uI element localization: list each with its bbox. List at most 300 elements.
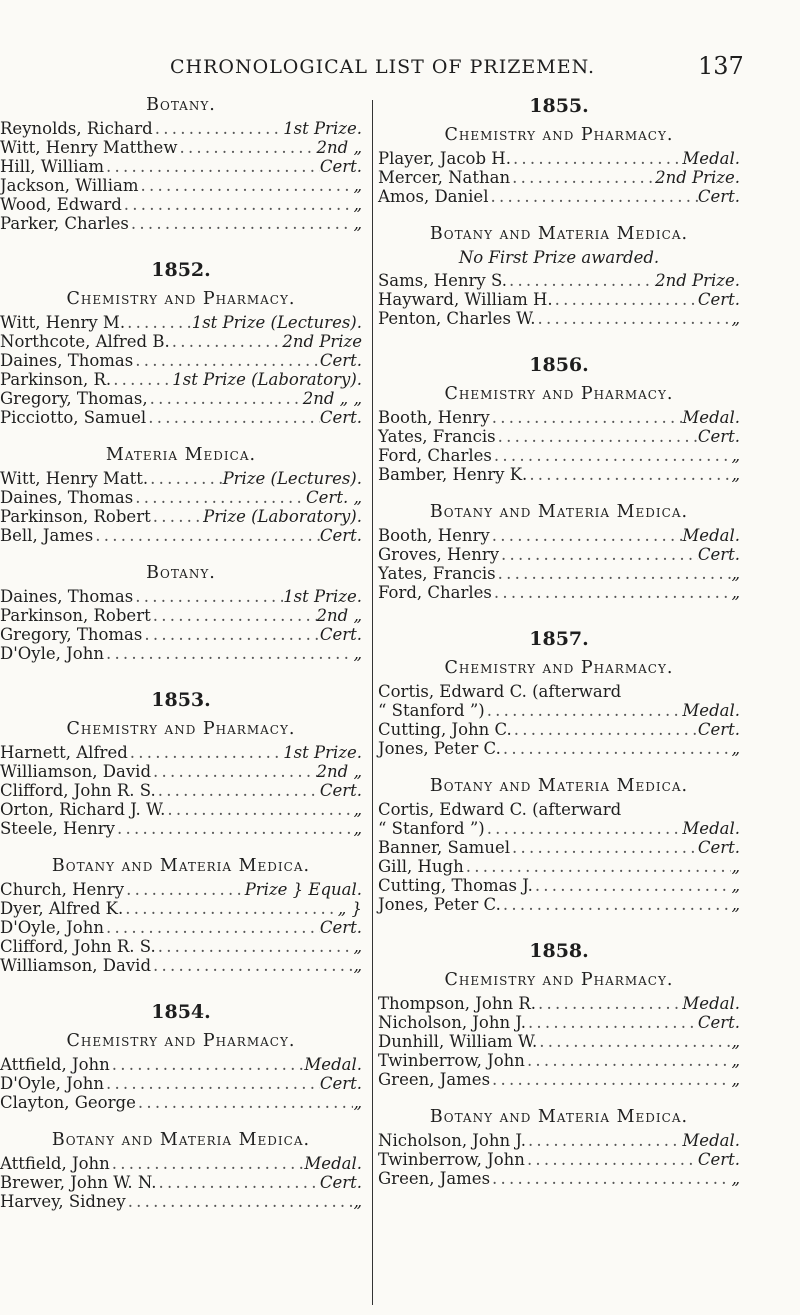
left-column bbox=[0, 95, 362, 1211]
entry-award: Cert. „ bbox=[306, 488, 362, 507]
entry-award: Medal. bbox=[682, 408, 740, 427]
entry-row bbox=[0, 195, 362, 214]
entry-award: 2nd „ bbox=[316, 606, 362, 625]
leader-dots bbox=[165, 800, 353, 819]
leader-dots bbox=[126, 1192, 354, 1211]
entry-list bbox=[378, 149, 740, 206]
entry-row bbox=[378, 465, 740, 484]
entry-award: „ bbox=[731, 564, 740, 583]
entry-name: Jackson, William bbox=[0, 176, 139, 195]
entry-name: Gregory, Thomas, bbox=[0, 389, 148, 408]
entry-award: Cert. bbox=[319, 1173, 362, 1192]
entry-name: Church, Henry bbox=[0, 880, 125, 899]
leader-dots bbox=[124, 880, 245, 899]
entry-award: Medal. bbox=[682, 994, 740, 1013]
entry-row bbox=[0, 469, 362, 488]
entry-award: „ bbox=[353, 176, 362, 195]
entry-row bbox=[378, 1070, 740, 1089]
leader-dots bbox=[93, 526, 320, 545]
entry-name: Northcote, Alfred B. bbox=[0, 332, 170, 351]
section-heading: Botany and Materia Medica. bbox=[429, 1107, 689, 1127]
entry-row bbox=[0, 1154, 362, 1173]
entry-award: 1st Prize. bbox=[283, 119, 362, 138]
entry-list bbox=[378, 1131, 740, 1188]
leader-dots bbox=[496, 427, 698, 446]
entry-list bbox=[0, 587, 362, 663]
leader-dots bbox=[122, 195, 354, 214]
entry-name: Green, James bbox=[378, 1169, 491, 1188]
entry-award: 1st Prize. bbox=[283, 587, 362, 606]
entry-row bbox=[378, 271, 740, 290]
entry-name: Jones, Peter C. bbox=[378, 739, 501, 758]
entry-row bbox=[0, 762, 362, 781]
section-heading: Botany and Materia Medica. bbox=[51, 856, 311, 876]
entry-award: Cert. bbox=[697, 838, 740, 857]
leader-dots bbox=[156, 937, 354, 956]
entry-award: „ bbox=[353, 819, 362, 838]
entry-award: „ bbox=[353, 644, 362, 663]
entry-row bbox=[0, 138, 362, 157]
leader-dots bbox=[104, 1074, 320, 1093]
entry-name: Yates, Francis bbox=[378, 427, 496, 446]
entry-name: Dunhill, William W. bbox=[378, 1032, 538, 1051]
entry-name: Booth, Henry bbox=[378, 408, 490, 427]
leader-dots bbox=[148, 469, 222, 488]
entry-award: Medal. bbox=[304, 1154, 362, 1173]
entry-row bbox=[0, 214, 362, 233]
entry-row bbox=[378, 583, 740, 602]
leader-dots bbox=[485, 819, 683, 838]
entry-award: Medal. bbox=[682, 1131, 740, 1150]
entry-row bbox=[0, 157, 362, 176]
entry-row bbox=[378, 819, 740, 838]
entry-name: Steele, Henry bbox=[0, 819, 115, 838]
section-heading: Chemistry and Pharmacy. bbox=[66, 1031, 296, 1051]
leader-dots bbox=[177, 138, 316, 157]
leader-dots bbox=[138, 176, 353, 195]
leader-dots bbox=[111, 370, 172, 389]
entry-award: 1st Prize (Laboratory). bbox=[172, 370, 362, 389]
entry-row bbox=[0, 119, 362, 138]
leader-dots bbox=[527, 465, 731, 484]
entry-name: Twinberrow, John bbox=[378, 1150, 525, 1169]
year-heading: 1854. bbox=[151, 1001, 211, 1023]
leader-dots bbox=[492, 583, 732, 602]
entry-row bbox=[0, 625, 362, 644]
leader-dots bbox=[104, 918, 320, 937]
entry-award: „ bbox=[731, 446, 740, 465]
entry-name: Daines, Thomas bbox=[0, 488, 134, 507]
entry-name: Yates, Francis bbox=[378, 564, 496, 583]
leader-dots bbox=[512, 720, 698, 739]
entry-name: Parkinson, Robert bbox=[0, 606, 151, 625]
entry-award: Cert. bbox=[319, 1074, 362, 1093]
entry-award: „ bbox=[731, 583, 740, 602]
entry-award: Prize (Lectures). bbox=[222, 469, 362, 488]
entry-row bbox=[0, 1192, 362, 1211]
entry-row bbox=[0, 956, 362, 975]
entry-award: „ bbox=[731, 857, 740, 876]
entry-name: Williamson, David bbox=[0, 762, 152, 781]
entry-name: Picciotto, Samuel bbox=[0, 408, 147, 427]
entry-row bbox=[0, 880, 362, 899]
entry-name: Cortis, Edward C. (afterward bbox=[378, 800, 622, 819]
entry-name: Orton, Richard J. W. bbox=[0, 800, 166, 819]
leader-dots bbox=[510, 168, 655, 187]
column-divider bbox=[372, 100, 373, 1305]
section-heading: Chemistry and Pharmacy. bbox=[444, 658, 674, 678]
entry-award: Cert. bbox=[697, 720, 740, 739]
section-heading: Botany and Materia Medica. bbox=[429, 776, 689, 796]
leader-dots bbox=[151, 606, 317, 625]
entry-award: Cert. bbox=[697, 187, 740, 206]
entry-award: 2nd „ bbox=[316, 138, 362, 157]
leader-dots bbox=[170, 332, 283, 351]
entry-award: „ bbox=[353, 214, 362, 233]
entry-row bbox=[0, 1173, 362, 1192]
running-title: CHRONOLOGICAL LIST OF PRIZEMEN. bbox=[170, 56, 596, 78]
section-heading: Chemistry and Pharmacy. bbox=[444, 970, 674, 990]
entry-name: Witt, Henry M. bbox=[0, 313, 126, 332]
entry-row bbox=[0, 937, 362, 956]
entry-row bbox=[378, 720, 740, 739]
leader-dots bbox=[133, 587, 283, 606]
section-heading: Chemistry and Pharmacy. bbox=[66, 719, 296, 739]
entry-row bbox=[378, 895, 740, 914]
section-heading: Chemistry and Pharmacy. bbox=[444, 125, 674, 145]
entry-award: Cert. bbox=[319, 918, 362, 937]
entry-name: Thompson, John R. bbox=[378, 994, 537, 1013]
entry-row bbox=[378, 1032, 740, 1051]
leader-dots bbox=[507, 271, 655, 290]
entry-award: „ bbox=[353, 937, 362, 956]
entry-row bbox=[0, 587, 362, 606]
entry-row bbox=[378, 1169, 740, 1188]
year-heading: 1857. bbox=[529, 628, 589, 650]
entry-name: Attfield, John bbox=[0, 1154, 110, 1173]
section-heading: Materia Medica. bbox=[105, 445, 257, 465]
leader-dots bbox=[464, 857, 732, 876]
leader-dots bbox=[488, 187, 697, 206]
entry-award: Medal. bbox=[304, 1055, 362, 1074]
year-heading: 1855. bbox=[529, 95, 589, 117]
entry-name: Clayton, George bbox=[0, 1093, 136, 1112]
entry-row bbox=[378, 857, 740, 876]
entry-award: Medal. bbox=[682, 149, 740, 168]
entry-award: Cert. bbox=[319, 625, 362, 644]
entry-award: „ bbox=[353, 800, 362, 819]
entry-list bbox=[0, 1055, 362, 1112]
entry-award: Medal. bbox=[682, 526, 740, 545]
leader-dots bbox=[490, 526, 683, 545]
leader-dots bbox=[511, 149, 682, 168]
entry-row bbox=[378, 168, 740, 187]
entry-name: D'Oyle, John bbox=[0, 918, 104, 937]
leader-dots bbox=[125, 313, 192, 332]
leader-dots bbox=[526, 1131, 682, 1150]
entry-name: Daines, Thomas bbox=[0, 351, 134, 370]
entry-row bbox=[0, 819, 362, 838]
entry-name: Reynolds, Richard bbox=[0, 119, 153, 138]
entry-name: D'Oyle, John bbox=[0, 644, 104, 663]
entry-list bbox=[0, 313, 362, 427]
section-heading: Botany. bbox=[146, 95, 216, 115]
entry-row bbox=[378, 149, 740, 168]
entry-list bbox=[0, 119, 362, 233]
leader-dots bbox=[535, 309, 731, 328]
entry-award: „ bbox=[353, 1192, 362, 1211]
entry-row bbox=[0, 507, 362, 526]
entry-list bbox=[378, 526, 740, 602]
entry-name: Harvey, Sidney bbox=[0, 1192, 126, 1211]
leader-dots bbox=[151, 956, 353, 975]
entry-award: 1st Prize. bbox=[283, 743, 362, 762]
entry-list bbox=[378, 819, 740, 914]
leader-dots bbox=[537, 1032, 731, 1051]
entry-name: “ Stanford ”) bbox=[378, 701, 485, 720]
entry-name: Parkinson, Robert bbox=[0, 507, 151, 526]
entry-name: Banner, Samuel bbox=[378, 838, 510, 857]
leader-dots bbox=[526, 1013, 698, 1032]
entry-row bbox=[0, 1093, 362, 1112]
entry-award: Cert. bbox=[697, 290, 740, 309]
entry-row bbox=[0, 313, 362, 332]
entry-award: Prize } Equal. bbox=[244, 880, 362, 899]
entry-list bbox=[0, 469, 362, 545]
leader-dots bbox=[510, 838, 698, 857]
entry-row bbox=[0, 743, 362, 762]
entry-row bbox=[0, 1074, 362, 1093]
entry-row bbox=[0, 644, 362, 663]
entry-award: „ bbox=[731, 1169, 740, 1188]
entry-award: Cert. bbox=[319, 408, 362, 427]
entry-row bbox=[378, 739, 740, 758]
entry-row bbox=[378, 290, 740, 309]
entry-award: „ bbox=[731, 309, 740, 328]
entry-name: Daines, Thomas bbox=[0, 587, 134, 606]
entry-name: Parker, Charles bbox=[0, 214, 129, 233]
entry-name: Wood, Edward bbox=[0, 195, 122, 214]
note: No First Prize awarded. bbox=[458, 248, 660, 267]
leader-dots bbox=[501, 895, 732, 914]
entry-row bbox=[0, 176, 362, 195]
leader-dots bbox=[499, 545, 698, 564]
entry-row bbox=[378, 408, 740, 427]
entry-award: „ bbox=[731, 895, 740, 914]
entry-list bbox=[378, 408, 740, 484]
entry-name: Brewer, John W. N. bbox=[0, 1173, 157, 1192]
entry-row bbox=[0, 781, 362, 800]
year-heading: 1852. bbox=[151, 259, 211, 281]
section-heading: Botany and Materia Medica. bbox=[429, 224, 689, 244]
leader-dots bbox=[153, 119, 283, 138]
entry-row bbox=[0, 1055, 362, 1074]
entry-name: “ Stanford ”) bbox=[378, 819, 485, 838]
entry-award: „ bbox=[731, 1051, 740, 1070]
leader-dots bbox=[146, 408, 320, 427]
right-column bbox=[378, 95, 740, 1188]
leader-dots bbox=[115, 819, 353, 838]
leader-dots bbox=[136, 1093, 354, 1112]
entry-name: Cortis, Edward C. (afterward bbox=[378, 682, 622, 701]
page-header bbox=[0, 52, 800, 82]
leader-dots bbox=[148, 389, 303, 408]
entry-row bbox=[0, 918, 362, 937]
entry-row bbox=[378, 545, 740, 564]
year-heading: 1858. bbox=[529, 940, 589, 962]
entry-award: Cert. bbox=[697, 545, 740, 564]
section-heading: Botany. bbox=[146, 563, 216, 583]
entry-name: Penton, Charles W. bbox=[378, 309, 536, 328]
entry-name: Twinberrow, John bbox=[378, 1051, 525, 1070]
entry-award: „ bbox=[731, 876, 740, 895]
leader-dots bbox=[142, 625, 319, 644]
entry-award: Cert. bbox=[319, 157, 362, 176]
leader-dots bbox=[110, 1055, 305, 1074]
entry-name: Hayward, William H. bbox=[378, 290, 553, 309]
entry-name: Gill, Hugh bbox=[378, 857, 464, 876]
entry-line bbox=[378, 682, 740, 701]
entry-name: Ford, Charles bbox=[378, 583, 492, 602]
entry-name: Gregory, Thomas bbox=[0, 625, 143, 644]
entry-name: Bamber, Henry K. bbox=[378, 465, 528, 484]
entry-award: Prize (Laboratory). bbox=[203, 507, 362, 526]
entry-name: Bell, James bbox=[0, 526, 94, 545]
entry-row bbox=[0, 389, 362, 408]
entry-name: Hill, William bbox=[0, 157, 104, 176]
entry-name: Witt, Henry Matthew bbox=[0, 138, 178, 157]
entry-name: Clifford, John R. S. bbox=[0, 937, 156, 956]
entry-row bbox=[378, 427, 740, 446]
entry-award: Cert. bbox=[697, 427, 740, 446]
leader-dots bbox=[104, 157, 320, 176]
leader-dots bbox=[496, 564, 732, 583]
entry-name: Player, Jacob H. bbox=[378, 149, 511, 168]
entry-name: Groves, Henry bbox=[378, 545, 500, 564]
entry-row bbox=[378, 838, 740, 857]
entry-name: Dyer, Alfred K. bbox=[0, 899, 124, 918]
leader-dots bbox=[151, 507, 203, 526]
entry-award: Medal. bbox=[682, 701, 740, 720]
leader-dots bbox=[490, 1070, 731, 1089]
leader-dots bbox=[123, 899, 337, 918]
leader-dots bbox=[156, 1173, 319, 1192]
entry-name: Booth, Henry bbox=[378, 526, 490, 545]
leader-dots bbox=[485, 701, 683, 720]
entry-row bbox=[378, 994, 740, 1013]
leader-dots bbox=[110, 1154, 305, 1173]
leader-dots bbox=[104, 644, 353, 663]
entry-award: Cert. bbox=[319, 351, 362, 370]
entry-name: Jones, Peter C. bbox=[378, 895, 501, 914]
leader-dots bbox=[492, 446, 732, 465]
entry-name: Clifford, John R. S. bbox=[0, 781, 156, 800]
entry-row bbox=[378, 564, 740, 583]
entry-name: Ford, Charles bbox=[378, 446, 492, 465]
section-heading: Botany and Materia Medica. bbox=[429, 502, 689, 522]
entry-name: Cutting, Thomas J. bbox=[378, 876, 533, 895]
entry-award: „ bbox=[353, 1093, 362, 1112]
section-heading: Chemistry and Pharmacy. bbox=[66, 289, 296, 309]
entry-name: Witt, Henry Matt. bbox=[0, 469, 149, 488]
leader-dots bbox=[490, 408, 683, 427]
entry-row bbox=[0, 526, 362, 545]
leader-dots bbox=[501, 739, 732, 758]
entry-row bbox=[378, 446, 740, 465]
leader-dots bbox=[525, 1051, 732, 1070]
entry-list bbox=[378, 271, 740, 328]
entry-award: „ bbox=[731, 739, 740, 758]
leader-dots bbox=[533, 876, 732, 895]
entry-award: „ bbox=[353, 195, 362, 214]
leader-dots bbox=[553, 290, 698, 309]
page-number: 137 bbox=[698, 52, 744, 80]
entry-award: 2nd „ bbox=[316, 762, 362, 781]
entry-list bbox=[0, 1154, 362, 1211]
section-heading: Chemistry and Pharmacy. bbox=[444, 384, 674, 404]
entry-award: 2nd Prize. bbox=[655, 168, 740, 187]
entry-award: 1st Prize (Lectures). bbox=[191, 313, 362, 332]
leader-dots bbox=[133, 351, 320, 370]
entry-name: Parkinson, R. bbox=[0, 370, 112, 389]
section-heading: Botany and Materia Medica. bbox=[51, 1130, 311, 1150]
entry-row bbox=[0, 800, 362, 819]
entry-name: Mercer, Nathan bbox=[378, 168, 511, 187]
entry-row bbox=[0, 370, 362, 389]
leader-dots bbox=[128, 743, 283, 762]
entry-row bbox=[0, 606, 362, 625]
entry-award: 2nd Prize bbox=[282, 332, 362, 351]
entry-row bbox=[0, 408, 362, 427]
leader-dots bbox=[129, 214, 354, 233]
entry-row bbox=[0, 351, 362, 370]
entry-row bbox=[378, 526, 740, 545]
entry-row bbox=[378, 1150, 740, 1169]
entry-award: Cert. bbox=[319, 781, 362, 800]
entry-row bbox=[378, 1051, 740, 1070]
entry-row bbox=[378, 187, 740, 206]
entry-name: Cutting, John C. bbox=[378, 720, 512, 739]
entry-award: „ bbox=[353, 956, 362, 975]
year-heading: 1853. bbox=[151, 689, 211, 711]
entry-row bbox=[378, 701, 740, 720]
leader-dots bbox=[133, 488, 306, 507]
entry-name: Green, James bbox=[378, 1070, 491, 1089]
entry-award: Cert. bbox=[697, 1013, 740, 1032]
entry-award: 2nd Prize. bbox=[655, 271, 740, 290]
entry-row bbox=[378, 1131, 740, 1150]
leader-dots bbox=[536, 994, 682, 1013]
entry-name: Williamson, David bbox=[0, 956, 152, 975]
entry-row bbox=[378, 876, 740, 895]
entry-list bbox=[0, 743, 362, 838]
entry-award: Medal. bbox=[682, 819, 740, 838]
entry-row bbox=[0, 899, 362, 918]
entry-award: „ bbox=[731, 1070, 740, 1089]
entry-award: „ bbox=[731, 465, 740, 484]
entry-name: Harnett, Alfred bbox=[0, 743, 128, 762]
entry-list bbox=[0, 880, 362, 975]
leader-dots bbox=[156, 781, 320, 800]
entry-name: Attfield, John bbox=[0, 1055, 110, 1074]
entry-name: Amos, Daniel bbox=[378, 187, 489, 206]
entry-name: D'Oyle, John bbox=[0, 1074, 104, 1093]
entry-name: Nicholson, John J. bbox=[378, 1013, 526, 1032]
entry-row bbox=[0, 488, 362, 507]
leader-dots bbox=[490, 1169, 731, 1188]
entry-row bbox=[0, 332, 362, 351]
leader-dots bbox=[151, 762, 317, 781]
